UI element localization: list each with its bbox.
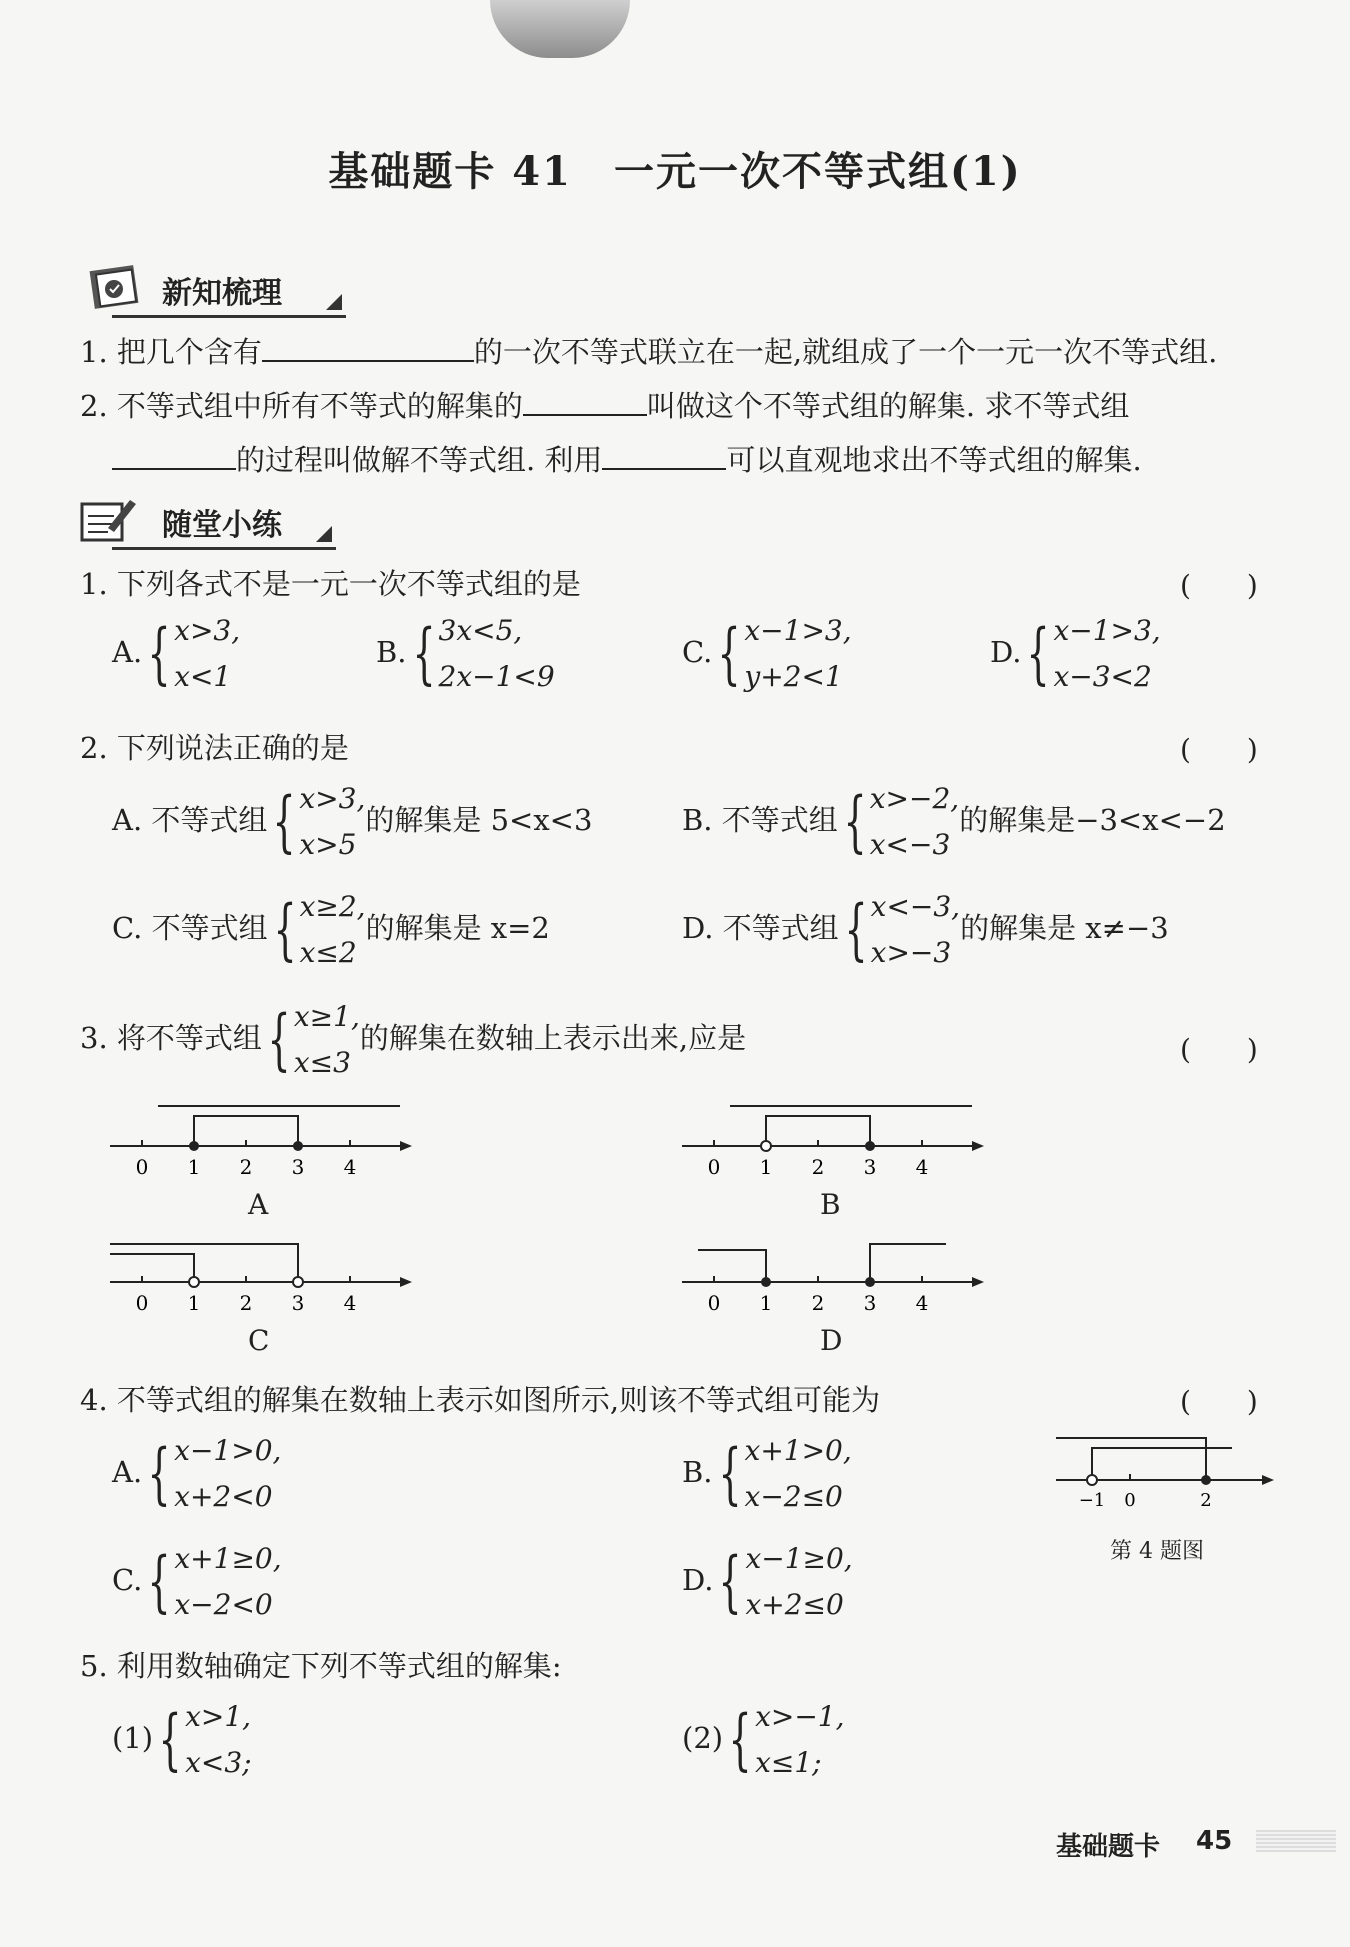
number-line-c[interactable] [108,1238,418,1338]
brace: { [147,1435,171,1512]
q5-part-1: (1){ x>1, x<3; [112,1700,252,1779]
q4-option-d[interactable]: D.{ x−1≥0, x+2≤0 [682,1542,853,1621]
tick-label: 2 [239,1291,253,1315]
q5-part-2: (2){ x>−1, x≤1; [682,1700,845,1779]
section-corner-mark [326,294,342,310]
tick-label: 0 [135,1291,149,1315]
top-decoration [490,0,630,58]
q2-option-b[interactable]: B. 不等式组{ x>−2, x<−3的解集是−3<x<−2 [682,782,1226,861]
fill-blank[interactable] [112,444,236,470]
tick-label: −1 [1078,1490,1106,1511]
brace: { [717,615,741,692]
tick-label: 3 [863,1155,877,1179]
tick-label: 0 [135,1155,149,1179]
question-3-stem: 3. 将不等式组{ x≥1, x≤3的解集在数轴上表示出来,应是 [80,1000,747,1079]
knowledge-item-2-line2: 的过程叫做解不等式组. 利用 可以直观地求出不等式组的解集. [112,438,1142,479]
footer-decoration [1256,1830,1336,1852]
page-title: 基础题卡 41 一元一次不等式组(1) [328,148,1022,195]
tick-label: 2 [811,1291,825,1315]
answer-paren[interactable]: ( ) [1180,1385,1258,1418]
brace: { [411,615,436,692]
tick-label: 0 [707,1291,721,1315]
tick-label: 4 [343,1291,357,1315]
section-underline [112,315,346,318]
number-line-b[interactable] [680,1102,990,1202]
question-1-stem: 1. 下列各式不是一元一次不等式组的是 [80,567,581,601]
q1-option-d[interactable]: D.{ x−1>3, x−3<2 [990,614,1161,693]
brace: { [844,891,868,968]
option-label-b: B [820,1188,841,1221]
tick-label: 4 [915,1155,929,1179]
brace: { [717,1435,742,1512]
tick-label: 3 [291,1291,305,1315]
section-corner-mark [316,526,332,542]
brace: { [147,615,171,692]
answer-paren[interactable]: ( ) [1180,569,1258,602]
fill-blank[interactable] [262,336,474,362]
option-label-a: A [248,1188,269,1221]
brace: { [158,1701,182,1778]
q4-option-a[interactable]: A.{ x−1>0, x+2<0 [112,1434,282,1513]
q4-option-b[interactable]: B.{ x+1>0, x−2≤0 [682,1434,852,1513]
page-number: 45 [1196,1826,1233,1856]
brace: { [1026,615,1050,692]
q4-option-c[interactable]: C.{ x+1≥0, x−2<0 [112,1542,282,1621]
question-4-stem: 4. 不等式组的解集在数轴上表示如图所示,则该不等式组可能为 [80,1383,881,1417]
question-5-stem: 5. 利用数轴确定下列不等式组的解集: [80,1649,562,1683]
answer-paren[interactable]: ( ) [1180,733,1258,766]
tick-label: 2 [1200,1490,1212,1511]
number-line-a[interactable] [108,1102,418,1202]
q4-number-line-figure [1048,1428,1278,1518]
tick-label: 1 [187,1291,201,1315]
brace: { [718,1543,742,1620]
tick-label: 0 [707,1155,721,1179]
brace: { [267,1001,291,1078]
question-2-stem: 2. 下列说法正确的是 [80,731,349,765]
option-label-d: D [820,1324,843,1357]
q4-figure-caption: 第 4 题图 [1110,1539,1204,1564]
option-label-c: C [248,1324,270,1357]
tick-label: 3 [863,1291,877,1315]
q1-option-a[interactable]: A.{ x>3, x<1 [112,614,241,693]
notebook-icon [78,262,144,314]
section-underline [112,547,336,550]
section-header-practice [78,494,336,550]
tick-label: 1 [187,1155,201,1179]
tick-label: 4 [343,1155,357,1179]
brace: { [728,1701,752,1778]
tick-label: 1 [759,1155,773,1179]
tick-label: 4 [915,1291,929,1315]
section-label: 新知梳理 [162,276,282,311]
tick-label: 1 [759,1291,773,1315]
brace: { [272,783,296,860]
q2-option-a[interactable]: A. 不等式组{ x>3, x>5的解集是 5<x<3 [112,782,593,861]
tick-label: 3 [291,1155,305,1179]
number-line-d[interactable] [680,1238,990,1338]
brace: { [843,783,867,860]
tick-label: 2 [239,1155,253,1179]
knowledge-item-2: 2. 不等式组中所有不等式的解集的 叫做这个不等式组的解集. 求不等式组 [80,389,1130,423]
answer-paren[interactable]: ( ) [1180,1033,1258,1066]
footer-label: 基础题卡 [1056,1832,1161,1862]
knowledge-item-1: 1. 把几个含有 的一次不等式联立在一起,就组成了一个一元一次不等式组. [80,335,1218,369]
section-label: 随堂小练 [162,508,282,543]
fill-blank[interactable] [523,390,647,416]
q2-option-d[interactable]: D. 不等式组{ x<−3, x>−3的解集是 x≠−3 [682,890,1169,969]
tick-label: 0 [1124,1490,1136,1511]
fill-blank[interactable] [602,444,726,470]
tick-label: 2 [811,1155,825,1179]
brace: { [273,891,297,968]
q1-option-b[interactable]: B.{ 3x<5, 2x−1<9 [376,614,555,693]
q2-option-c[interactable]: C. 不等式组{ x≥2, x≤2的解集是 x=2 [112,890,550,969]
q1-option-c[interactable]: C.{ x−1>3, y+2<1 [682,614,852,693]
pencil-notebook-icon [78,494,144,546]
brace: { [147,1543,171,1620]
section-header-new-knowledge [78,262,346,318]
